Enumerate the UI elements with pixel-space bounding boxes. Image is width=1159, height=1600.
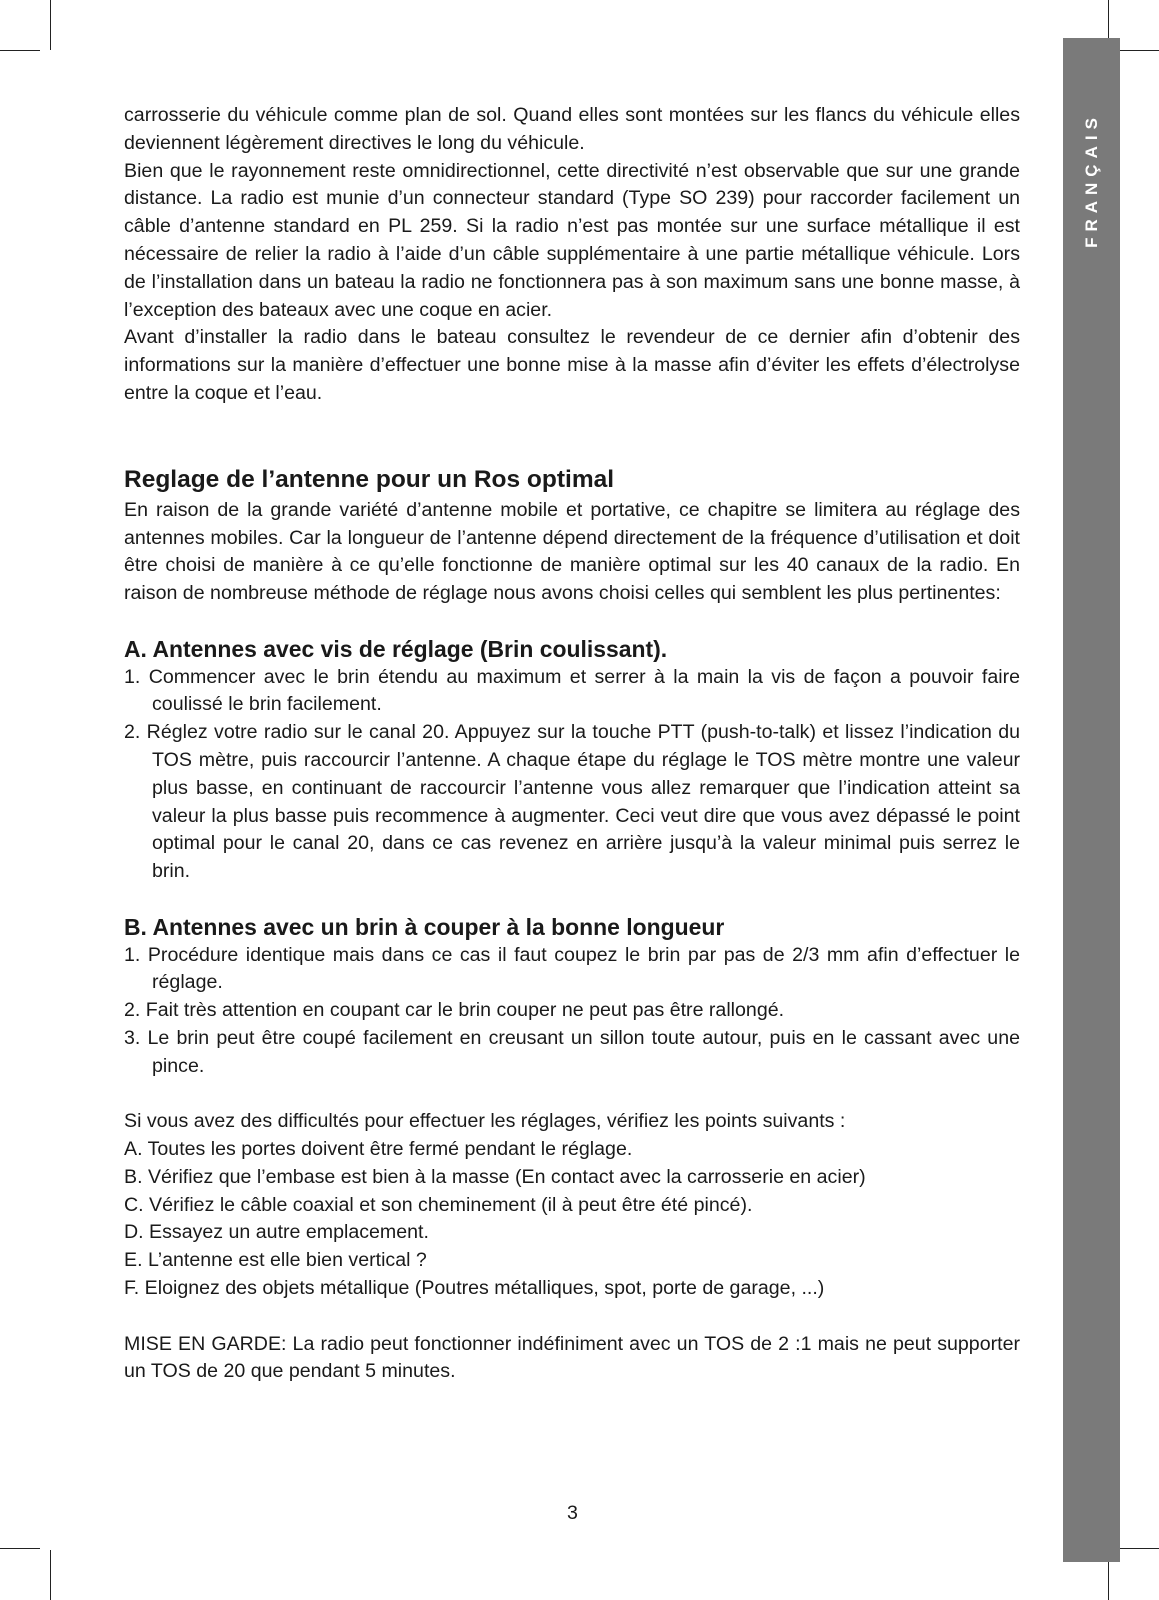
list-item: C. Vérifiez le câble coaxial et son cheminement (il à peut être été pincé).	[124, 1193, 753, 1216]
section-title: Reglage de l’antenne pour un Ros optimal	[124, 465, 615, 493]
list-item	[124, 997, 1020, 1025]
list-item: D. Essayez un autre emplacement.	[124, 1221, 429, 1244]
crop-mark	[0, 1548, 40, 1549]
troubleshooting-list	[124, 1136, 1020, 1303]
subsection-a-list	[124, 664, 1020, 886]
subsection-a-title: A. Antennes avec vis de réglage (Brin coulissant).	[124, 635, 668, 662]
crop-mark	[1119, 50, 1159, 51]
intro-paragraph: Avant d’installer la radio dans le bateau consultez le revendeur de ce dernier afin d’obtenir des informations sur la manière d’effectuer une bonne mise à la masse afin d’éviter les effets d’électrolyse entre la coque et l’eau.	[124, 326, 1020, 404]
section-intro: En raison de la grande variété d’antenne mobile et portative, ce chapitre se limitera au réglage des antennes mobiles. Car la longueur de l’antenne dépend directement de la fréquence d’utilisation et doit être choisi de manière à ce qu’elle fonctionne de manière optimal sur les 40 canaux de la radio. En raison de nombreuse méthode de réglage nous avons choisi celles qui semblent les plus pertinentes:	[124, 498, 1020, 605]
list-item-text: 3. Le brin peut être coupé facilement en creusant un sillon toute autour, puis en le cassant avec une pince.	[124, 1026, 1020, 1077]
list-item-text: 1. Commencer avec le brin étendu au maximum et serrer à la main la vis de façon a pouvoir faire coulissé le brin facilement.	[124, 665, 1020, 716]
language-label: FRANÇAIS	[1082, 112, 1101, 248]
subsection-b-title: B. Antennes avec un brin à couper à la bonne longueur	[124, 913, 725, 940]
list-item	[124, 719, 1020, 886]
list-item-text: 2. Réglez votre radio sur le canal 20. Appuyez sur la touche PTT (push-to-talk) et lissez l’indication du TOS mètre, puis raccourcir l’antenne. A chaque étape du réglage le TOS mètre montre une valeur plus basse, en continuant de raccourcir l’antenne vous allez remarquer que l’indication atteint sa valeur la plus basse puis recommence à augmenter. Ceci veut dire que vous avez dépassé le point optimal pour le canal 20, dans ce cas revenez en arrière jusqu’à la valeur minimal puis serrez le brin.	[124, 721, 1020, 883]
intro-paragraph: carrosserie du véhicule comme plan de sol. Quand elles sont montées sur les flancs du véhicule elles deviennent légèrement directives le long du véhicule.	[124, 104, 1020, 154]
crop-mark	[1119, 1548, 1159, 1549]
list-item: B. Vérifiez que l’embase est bien à la masse (En contact avec la carrosserie en acier)	[124, 1165, 866, 1188]
list-item	[124, 1025, 1020, 1081]
crop-mark	[0, 50, 40, 51]
list-item	[124, 942, 1020, 998]
intro-paragraph: Bien que le rayonnement reste omnidirectionnel, cette directivité n’est observable que sur une grande distance. La radio est munie d’un connecteur standard (Type SO 239) pour raccorder facilement un câble d’antenne standard en PL 259. Si la radio n’est pas montée sur une surface métallique il est nécessaire de relier la radio à l’aide d’un câble supplémentaire à une partie métallique véhicule. Lors de l’installation dans un bateau la radio ne fonctionnera pas à son maximum sans une bonne masse, à l’exception des bateaux avec une coque en acier.	[124, 159, 1020, 321]
list-item-text: 2. Fait très attention en coupant car le brin couper ne peut pas être rallongé.	[124, 999, 785, 1022]
page-content	[124, 102, 1020, 1386]
page-number: 3	[567, 1502, 578, 1524]
subsection-b-list	[124, 942, 1020, 1081]
troubleshooting-intro: Si vous avez des difficultés pour effectuer les réglages, vérifiez les points suivants :	[124, 1110, 846, 1133]
list-item: E. L’antenne est elle bien vertical ?	[124, 1249, 427, 1272]
crop-mark	[50, 0, 51, 50]
warning-text: MISE EN GARDE: La radio peut fonctionner indéfiniment avec un TOS de 2 :1 mais ne peut supporter un TOS de 20 que pendant 5 minutes.	[124, 1332, 1020, 1383]
list-item-text: 1. Procédure identique mais dans ce cas il faut coupez le brin par pas de 2/3 mm afin d’effectuer le réglage.	[124, 943, 1020, 994]
list-item: A. Toutes les portes doivent être fermé pendant le réglage.	[124, 1138, 633, 1161]
language-side-tab	[1063, 38, 1120, 1562]
list-item: F. Eloignez des objets métallique (Poutres métalliques, spot, porte de garage, ...)	[124, 1277, 825, 1300]
crop-mark	[50, 1550, 51, 1600]
list-item	[124, 664, 1020, 720]
